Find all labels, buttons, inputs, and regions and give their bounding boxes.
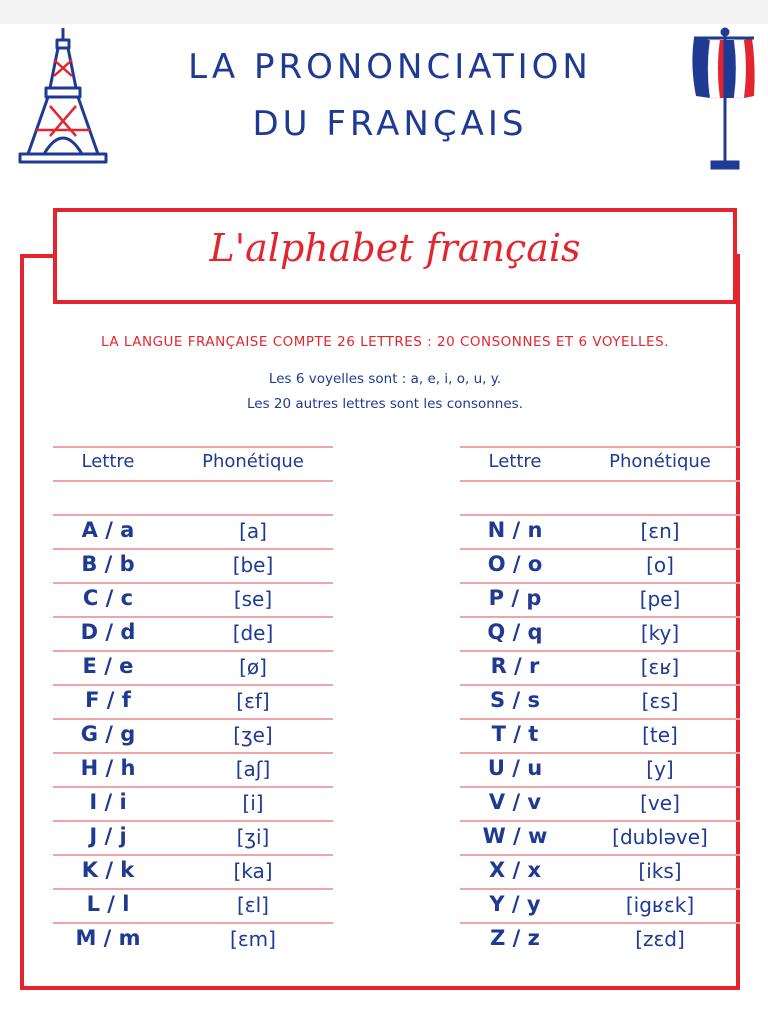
table-rule [460, 752, 740, 754]
table-cell-phonetic: [zɛd] [635, 927, 685, 951]
table-rule [460, 820, 740, 822]
table-cell-phonetic: [dubləve] [612, 825, 708, 849]
table-rule [53, 888, 333, 890]
table-rule [460, 718, 740, 720]
table-rule [53, 514, 333, 516]
table-rule [53, 446, 333, 448]
page-title-line1: LA PRONONCIATION [188, 47, 592, 87]
column-header-phonetic: Phonétique [609, 451, 711, 472]
table-cell-phonetic: [o] [646, 553, 674, 577]
table-cell-phonetic: [ɛʁ] [640, 655, 680, 679]
table-rule [460, 786, 740, 788]
table-cell-letter: P / p [488, 586, 542, 610]
table-cell-letter: Z / z [490, 926, 540, 950]
table-cell-phonetic: [a] [239, 519, 267, 543]
column-header-phonetic: Phonétique [202, 451, 304, 472]
table-cell-phonetic: [pe] [639, 587, 681, 611]
table-cell-letter: M / m [75, 926, 141, 950]
table-cell-phonetic: [ɛm] [230, 927, 276, 951]
table-cell-letter: C / c [82, 586, 134, 610]
table-rule [460, 480, 740, 482]
table-cell-phonetic: [se] [233, 587, 273, 611]
section-title: L'alphabet français [209, 226, 581, 270]
table-cell-letter: D / d [80, 620, 136, 644]
table-cell-phonetic: [ky] [640, 621, 680, 645]
column-header-letter: Lettre [81, 451, 135, 472]
table-cell-letter: T / t [491, 722, 539, 746]
table-rule [53, 786, 333, 788]
table-cell-phonetic: [i] [242, 791, 264, 815]
table-cell-phonetic: [ʒi] [236, 825, 270, 849]
table-rule [53, 548, 333, 550]
table-cell-letter: E / e [82, 654, 134, 678]
table-cell-phonetic: [ve] [640, 791, 680, 815]
table-rule [460, 582, 740, 584]
intro-headline: LA LANGUE FRANÇAISE COMPTE 26 LETTRES : 20 CONSONNES ET 6 VOYELLES. [101, 334, 669, 350]
table-cell-letter: N / n [487, 518, 543, 542]
table-cell-letter: A / a [81, 518, 135, 542]
table-cell-letter: F / f [85, 688, 131, 712]
intro-consonants: Les 20 autres lettres sont les consonnes. [246, 396, 523, 412]
table-cell-phonetic: [ɛn] [640, 519, 680, 543]
table-rule [53, 480, 333, 482]
table-rule [53, 718, 333, 720]
table-cell-letter: I / i [89, 790, 127, 814]
table-cell-phonetic: [be] [232, 553, 274, 577]
table-rule [53, 616, 333, 618]
page-title-line2: DU FRANÇAIS [252, 104, 528, 144]
table-cell-phonetic: [aʃ] [235, 757, 271, 781]
table-rule [53, 820, 333, 822]
table-cell-letter: H / h [80, 756, 136, 780]
table-cell-phonetic: [ka] [233, 859, 273, 883]
table-rule [53, 582, 333, 584]
table-rule [53, 922, 333, 924]
intro-vowels: Les 6 voyelles sont : a, e, i, o, u, y. [268, 371, 502, 387]
alphabet-table-left [53, 0, 333, 1000]
table-cell-letter: U / u [487, 756, 543, 780]
table-rule [460, 446, 740, 448]
table-cell-letter: L / l [86, 892, 130, 916]
table-cell-letter: Q / q [487, 620, 543, 644]
table-cell-letter: J / j [89, 824, 127, 848]
table-rule [460, 650, 740, 652]
table-cell-letter: O / o [487, 552, 543, 576]
table-rule [460, 888, 740, 890]
table-cell-phonetic: [igʁɛk] [625, 893, 695, 917]
table-rule [460, 616, 740, 618]
table-rule [460, 922, 740, 924]
table-cell-phonetic: [iks] [638, 859, 682, 883]
table-rule [53, 854, 333, 856]
table-rule [53, 650, 333, 652]
table-cell-phonetic: [y] [646, 757, 674, 781]
table-cell-phonetic: [ø] [239, 655, 267, 679]
table-cell-phonetic: [de] [232, 621, 274, 645]
table-cell-letter: K / k [81, 858, 135, 882]
table-cell-letter: R / r [490, 654, 540, 678]
table-cell-letter: W / w [482, 824, 548, 848]
table-cell-letter: S / s [490, 688, 540, 712]
table-cell-phonetic: [ɛf] [236, 689, 270, 713]
table-rule [460, 854, 740, 856]
table-cell-phonetic: [ʒe] [233, 723, 273, 747]
table-cell-letter: Y / y [489, 892, 541, 916]
table-rule [460, 684, 740, 686]
table-cell-letter: V / v [488, 790, 542, 814]
table-cell-phonetic: [ɛs] [641, 689, 679, 713]
table-cell-letter: B / b [81, 552, 135, 576]
table-cell-phonetic: [te] [642, 723, 678, 747]
table-rule [460, 548, 740, 550]
alphabet-table-right [460, 0, 740, 1000]
table-rule [53, 684, 333, 686]
column-header-letter: Lettre [488, 451, 542, 472]
table-rule [460, 514, 740, 516]
table-cell-phonetic: [ɛl] [237, 893, 269, 917]
table-cell-letter: G / g [80, 722, 136, 746]
table-cell-letter: X / x [488, 858, 542, 882]
table-rule [53, 752, 333, 754]
